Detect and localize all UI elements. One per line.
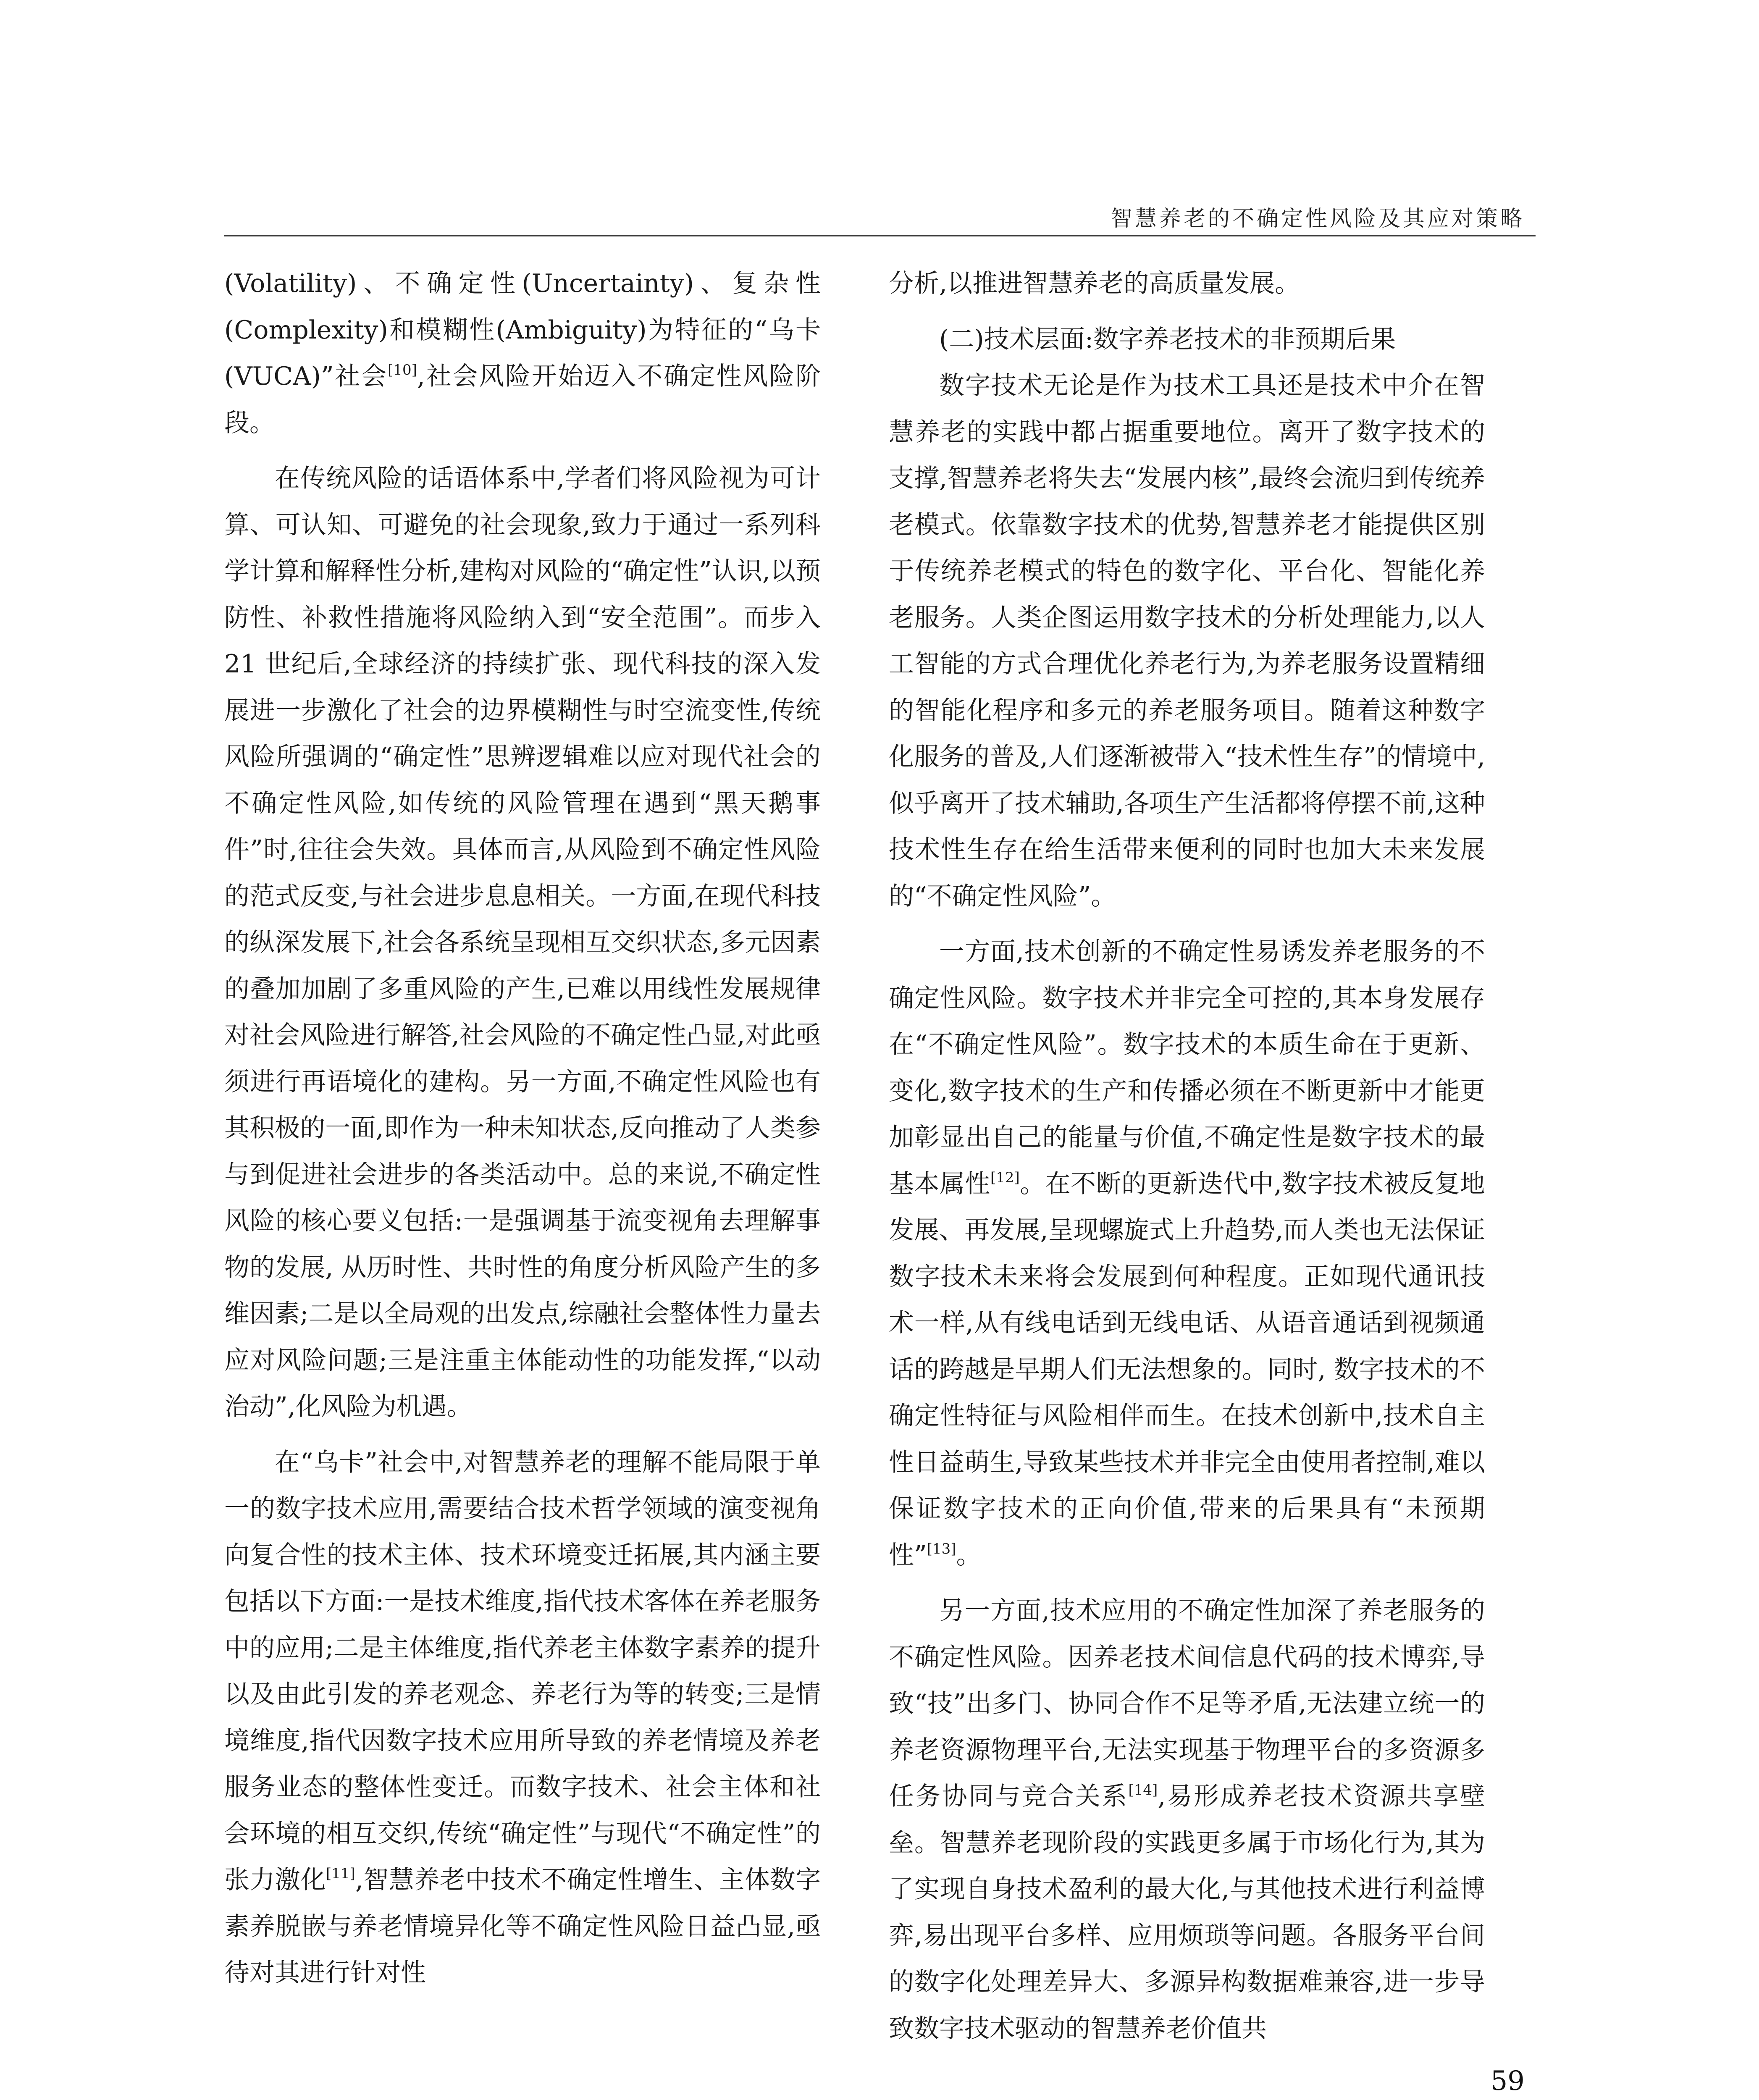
paragraph — [889, 929, 1485, 1578]
paragraph: 在传统风险的话语体系中,学者们将风险视为可计算、可认知、可避免的社会现象,致力于通过一系列科学计算和解释性分析,建构对风险的“确定性”认识,以预防性、补救性措施将风险纳入到“安全范围”。而步入 21 世纪后,全球经济的持续扩张、现代科技的深入发展进一步激化了社会的边界模糊性与时空流变性,传统风险所强调的“确定性”思辨逻辑难以应对现代社会的不确定性风险,如传统的风险管理在遇到“黑天鹅事件”时,往往会失效。具体而言,从风险到不确定性风险的范式反变,与社会进步息息相关。一方面,在现代科技的纵深发展下,社会各系统呈现相互交织状态,多元因素的叠加加剧了多重风险的产生,已难以用线性发展规律对社会风险进行解答,社会风险的不确定性凸显,对此亟须进行再语境化的建构。另一方面,不确定性风险也有其积极的一面,即作为一种未知状态,反向推动了人类参与到促进社会进步的各类活动中。总的来说,不确定性风险的核心要义包括:一是强调基于流变视角去理解事物的发展, 从历时性、共时性的角度分析风险产生的多维因素;二是以全局观的出发点,综融社会整体性力量去应对风险问题;三是注重主体能动性的功能发挥,“以动治动”,化风险为机遇。 — [224, 464, 821, 1421]
running-header: 智慧养老的不确定性风险及其应对策略 — [1110, 206, 1525, 231]
left-column — [224, 260, 821, 1991]
citation-ref: [10] — [388, 362, 417, 378]
paragraph-text: 。在不断的更新迭代中,数字技术被反复地发展、再发展,呈现螺旋式上升趋势,而人类也无法保证数字技术未来将会发展到何种程度。正如现代通讯技术一样,从有线电话到无线电话、从语音通话到视频通话的跨越是早期人们无法想象的。同时, 数字技术的不确定性特征与风险相伴而生。在技术创新中,技术自主性日益萌生,导致某些技术并非完全由使用者控制,难以保证数字技术的正向价值,带来的后果具有“未预期性” — [889, 1169, 1485, 1570]
page-number: 59 — [1490, 2066, 1525, 2097]
citation-ref: [14] — [1128, 1782, 1158, 1798]
paragraph: 数字技术无论是作为技术工具还是技术中介在智慧养老的实践中都占据重要地位。离开了数字技术的支撑,智慧养老将失去“发展内核”,最终会流归到传统养老模式。依靠数字技术的优势,智慧养老才能提供区别于传统养老模式的特色的数字化、平台化、智能化养老服务。人类企图运用数字技术的分析处理能力,以人工智能的方式合理优化养老行为,为养老服务设置精细的智能化程序和多元的养老服务项目。随着这种数字化服务的普及,人们逐渐被带入“技术性生存”的情境中,似乎离开了技术辅助,各项生产生活都将停摆不前,这种技术性生存在给生活带来便利的同时也加大未来发展的“不确定性风险”。 — [889, 371, 1485, 911]
paragraph — [224, 1439, 821, 1996]
citation-ref: [11] — [326, 1865, 355, 1882]
header-divider — [224, 235, 1536, 236]
paragraph-text: (Volatility)、不确定性(Uncertainty)、复杂性(Complexity)和模糊性(Ambiguity)为特征的“乌卡(VUCA)”社会 — [224, 269, 821, 391]
paragraph — [889, 1588, 1485, 2052]
paragraph-text: ,社会风险开始迈入不确定性风险阶段。 — [224, 362, 821, 438]
paragraph-text: 一方面,技术创新的不确定性易诱发养老服务的不确定性风险。数字技术并非完全可控的,其本身发展存在“不确定性风险”。数字技术的本质生命在于更新、变化,数字技术的生产和传播必须在不断更新中才能更加彰显出自己的能量与价值,不确定性是数字技术的最基本属性 — [889, 937, 1485, 1199]
section-heading: (二)技术层面:数字养老技术的非预期后果 — [939, 324, 1396, 354]
paragraph-text: 另一方面,技术应用的不确定性加深了养老服务的不确定性风险。因养老技术间信息代码的技术博弈,导致“技”出多门、协同合作不足等矛盾,无法建立统一的养老资源物理平台,无法实现基于物理平台的多资源多任务协同与竞合关系 — [889, 1596, 1485, 1811]
paragraph-text: ,易形成养老技术资源共享壁垒。智慧养老现阶段的实践更多属于市场化行为,其为了实现自身技术盈利的最大化,与其他技术进行利益博弈,易出现平台多样、应用烦琐等问题。各服务平台间的数字化处理差异大、多源异构数据难兼容,进一步导致数字技术驱动的智慧养老价值共 — [889, 1782, 1485, 2043]
paragraph-text: 在“乌卡”社会中,对智慧养老的理解不能局限于单一的数字技术应用,需要结合技术哲学领域的演变视角向复合性的技术主体、技术环境变迁拓展,其内涵主要包括以下方面:一是技术维度,指代技术客体在养老服务中的应用;二是主体维度,指代养老主体数字素养的提升以及由此引发的养老观念、养老行为等的转变;三是情境维度,指代因数字技术应用所导致的养老情境及养老服务业态的整体性变迁。而数字技术、社会主体和社会环境的相互交织,传统“确定性”与现代“不确定性”的张力激化 — [224, 1447, 821, 1895]
paragraph-continuation — [224, 260, 821, 446]
right-column — [889, 260, 1485, 2043]
paragraph-text: 。 — [956, 1540, 982, 1570]
paragraph-continuation: 分析,以推进智慧养老的高质量发展。 — [889, 269, 1300, 298]
citation-ref: [13] — [927, 1540, 956, 1557]
paragraph-text: ,智慧养老中技术不确定性增生、主体数字素养脱嵌与养老情境异化等不确定性风险日益凸显,亟待对其进行针对性 — [224, 1865, 821, 1987]
citation-ref: [12] — [990, 1169, 1020, 1186]
